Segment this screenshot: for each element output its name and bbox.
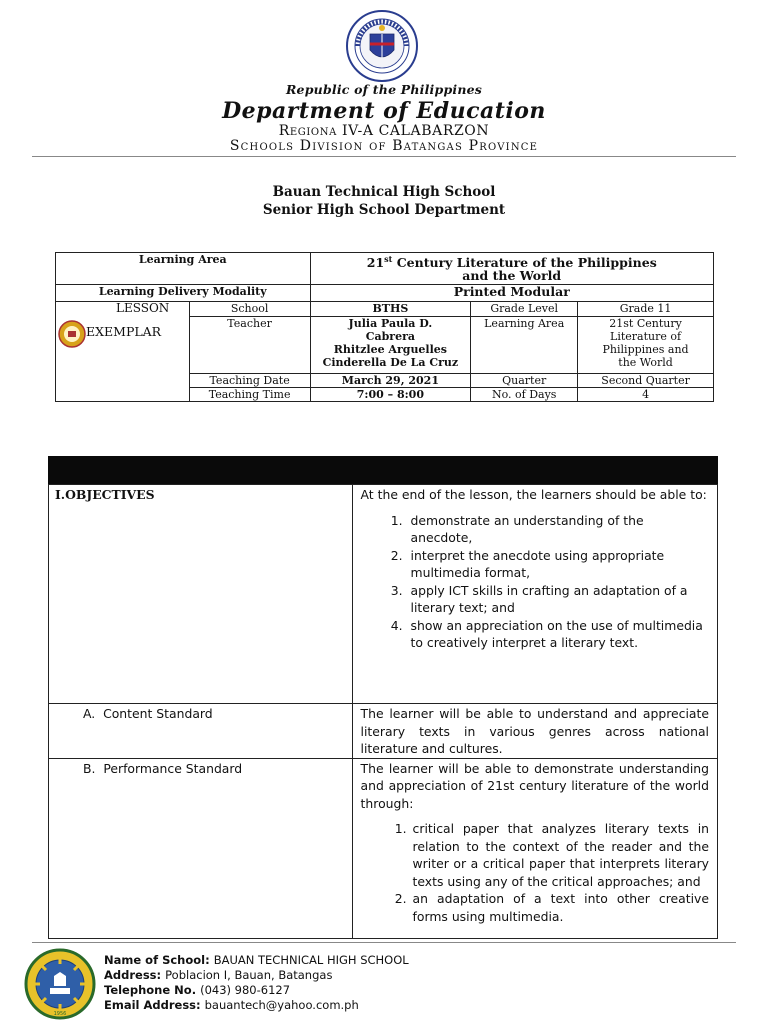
region-heading: Regiona IV-A CALABARZON (278, 123, 490, 139)
footer-divider (32, 942, 736, 943)
lesson-label: LESSON (116, 301, 170, 315)
footer-school-name: Name of School: BAUAN TECHNICAL HIGH SCHOOL (104, 953, 409, 967)
list-item: 2. an adaptation of a text into other creative forms using multimedia. (411, 890, 709, 925)
objectives-label: I.OBJECTIVES (49, 485, 353, 704)
list-item: 1. demonstrate an understanding of the anecdote, (407, 512, 709, 547)
learning-area-value: 21st Century Literature of the Philippines and the World (310, 253, 714, 285)
days-label: No. of Days (471, 388, 578, 402)
modality-label: Learning Delivery Modality (56, 285, 311, 302)
school-department: Senior High School Department (262, 202, 506, 218)
school-label: School (189, 302, 310, 317)
list-item: 1. critical paper that analyzes literary texts in relation to the context of the reader and the writer or a critical paper that interprets literary texts using any of the critical approaches; and (411, 820, 709, 890)
list-item: 4. show an appreciation on the use of multimedia to creatively interpret a literary text. (407, 617, 709, 652)
exemplar-label: EXEMPLAR (86, 324, 162, 339)
lesson-exemplar-cell (56, 302, 190, 402)
lesson-plan-table (48, 484, 718, 939)
objectives-intro: At the end of the lesson, the learners should be able to: (360, 487, 707, 502)
content-standard-text: The learner will be able to understand and appreciate literary texts in various genres across national literature and cultures. (352, 704, 717, 759)
teacher-names: Julia Paula D. Cabrera Rhitzlee Arguelles Cinderella De La Cruz (310, 317, 471, 374)
grade-level-value: Grade 11 (578, 302, 714, 317)
teaching-date-value: March 29, 2021 (310, 374, 471, 388)
performance-standard-cell (352, 758, 717, 938)
learning-area2-label: Learning Area (471, 317, 578, 374)
footer-email: Email Address: bauantech@yahoo.com.ph (104, 998, 359, 1012)
footer-telephone: Telephone No. (043) 980-6127 (104, 983, 291, 997)
teacher-label: Teacher (189, 317, 310, 374)
quarter-label: Quarter (471, 374, 578, 388)
footer-address: Address: Poblacion I, Bauan, Batangas (104, 968, 333, 982)
school-logo-small (58, 320, 86, 348)
quarter-value: Second Quarter (578, 374, 714, 388)
main-table-header-bar (48, 456, 718, 484)
lesson-info-table (55, 252, 714, 402)
list-item: 2. interpret the anecdote using appropriate multimedia format, (407, 547, 709, 582)
objectives-cell (352, 485, 717, 704)
teaching-date-label: Teaching Date (189, 374, 310, 388)
teaching-time-value: 7:00 – 8:00 (310, 388, 471, 402)
performance-standard-label: B. Performance Standard (49, 758, 353, 938)
learning-area-label: Learning Area (56, 253, 311, 285)
school-value: BTHS (310, 302, 471, 317)
content-standard-label: A. Content Standard (49, 704, 353, 759)
days-value: 4 (578, 388, 714, 402)
deped-seal (346, 10, 418, 82)
department-heading: Department of Education (222, 98, 546, 124)
performance-standard-text: The learner will be able to demonstrate understanding and appreciation of 21st century literature of the world through: (360, 760, 709, 811)
division-heading: Schools Division of Batangas Province (229, 138, 539, 154)
grade-level-label: Grade Level (471, 302, 578, 317)
objectives-list (361, 512, 709, 652)
learning-area2-value: 21st Century Literature of Philippines and the World (578, 317, 714, 374)
performance-list (361, 820, 709, 925)
school-name: Bauan Technical High School (272, 184, 496, 200)
modality-value: Printed Modular (310, 285, 714, 302)
teaching-time-label: Teaching Time (189, 388, 310, 402)
header-divider (32, 156, 736, 157)
republic-heading: Republic of the Philippines (285, 82, 483, 97)
list-item: 3. apply ICT skills in crafting an adaptation of a literary text; and (407, 582, 709, 617)
school-logo (24, 948, 96, 1020)
svg-text:1956: 1956 (53, 1011, 67, 1017)
